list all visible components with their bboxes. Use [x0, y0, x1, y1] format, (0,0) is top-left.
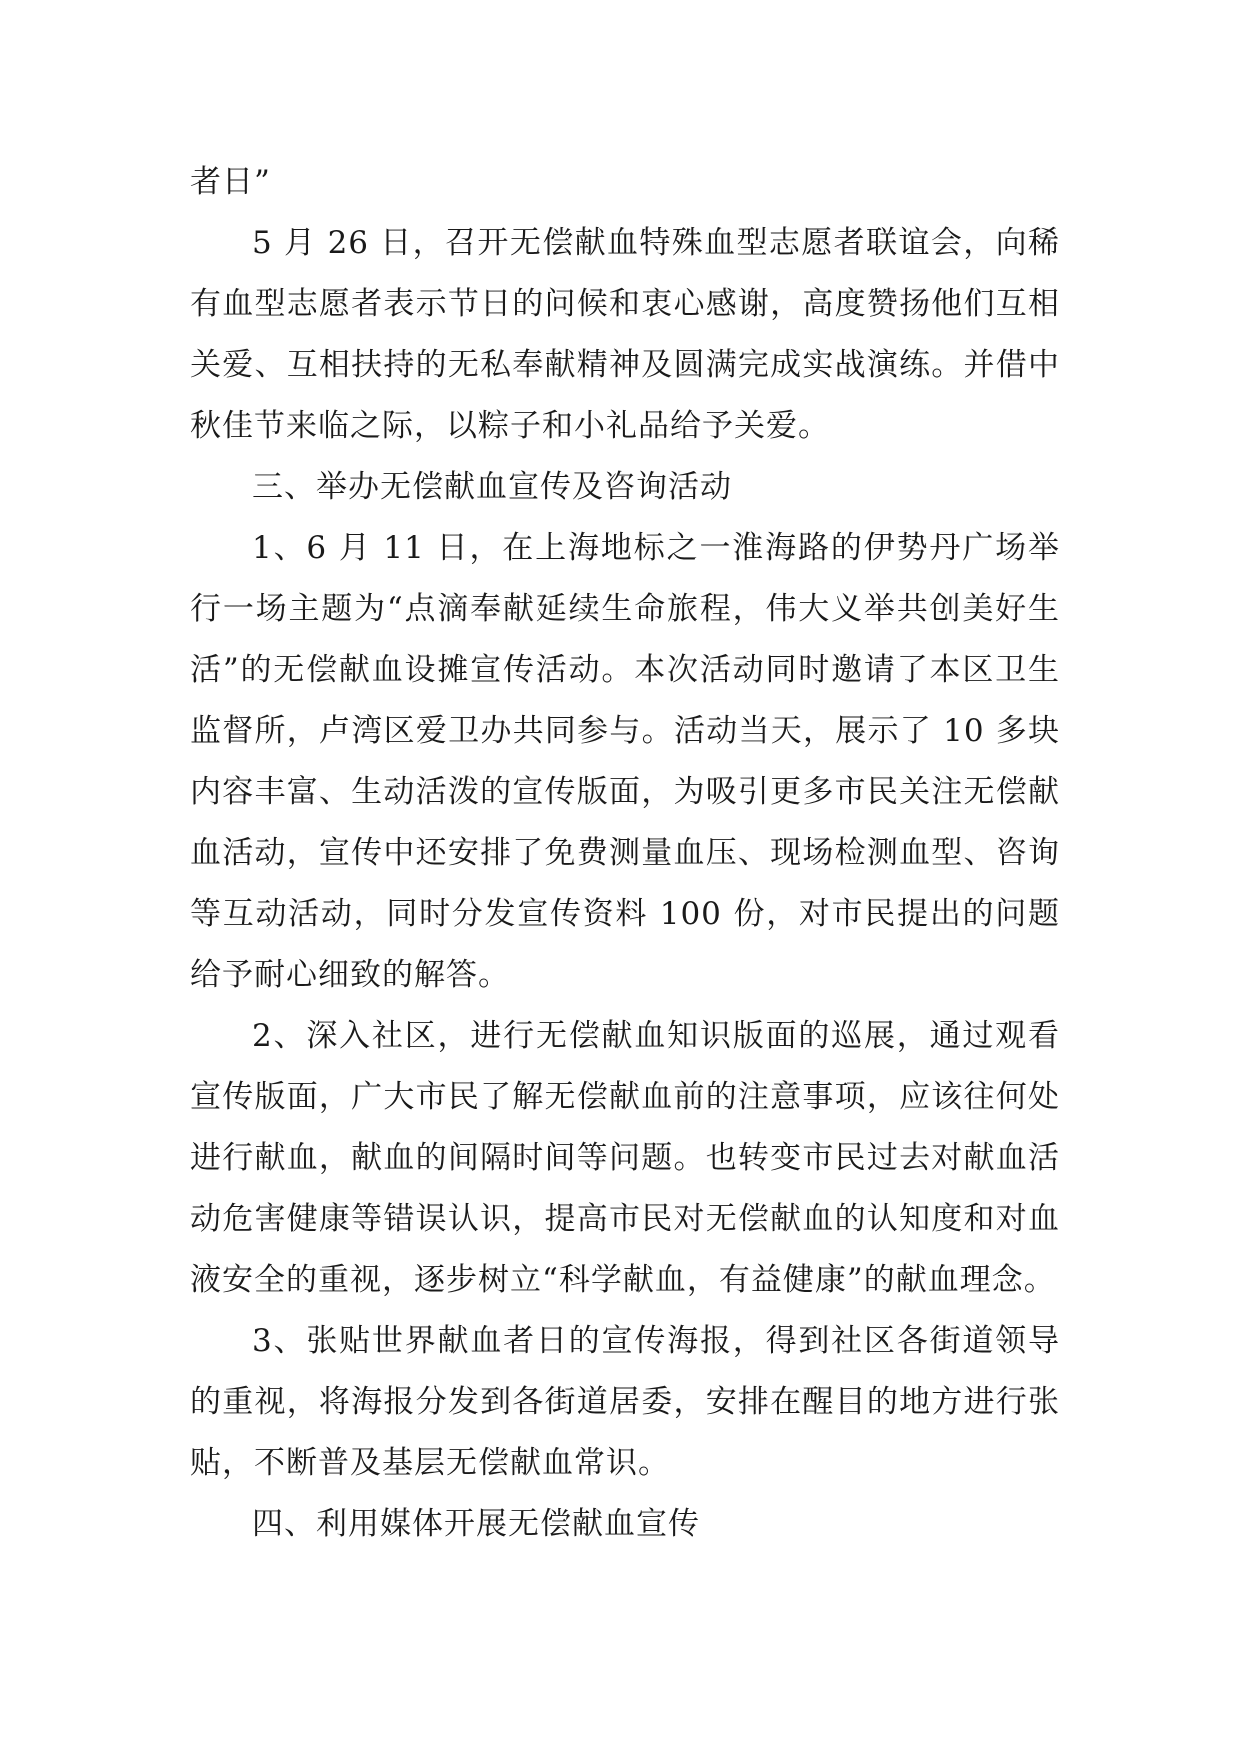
paragraph-continuation: 者日”: [190, 164, 271, 200]
section-heading-3: 三、举办无偿献血宣传及咨询活动: [252, 469, 732, 505]
section-heading-4: 四、利用媒体开展无偿献血宣传: [252, 1506, 700, 1542]
paragraph-item-2: 2、深入社区，进行无偿献血知识版面的巡展，通过观看宣传版面，广大市民了解无偿献血前的注意事项，应该往何处进行献血，献血的间隔时间等问题。也转变市民过去对献血活动危害健康等错误认识，提高市民对无偿献血的认知度和对血液安全的重视，逐步树立“科学献血，有益健康”的献血理念。: [190, 1018, 1060, 1298]
paragraph-item-3: 3、张贴世界献血者日的宣传海报，得到社区各街道领导的重视，将海报分发到各街道居委，安排在醒目的地方进行张贴，不断普及基层无偿献血常识。: [190, 1323, 1060, 1481]
paragraph-volunteer-meeting: 5 月 26 日，召开无偿献血特殊血型志愿者联谊会，向稀有血型志愿者表示节日的问候和衷心感谢，高度赞扬他们互相关爱、互相扶持的无私奉献精神及圆满完成实战演练。并借中秋佳节来临之际，以粽子和小礼品给予关爱。: [190, 225, 1060, 444]
document-page: [190, 152, 1060, 1555]
paragraph-item-1: 1、6 月 11 日，在上海地标之一淮海路的伊势丹广场举行一场主题为“点滴奉献延续生命旅程，伟大义举共创美好生活”的无偿献血设摊宣传活动。本次活动同时邀请了本区卫生监督所，卢湾区爱卫办共同参与。活动当天，展示了 10 多块内容丰富、生动活泼的宣传版面，为吸引更多市民关注无偿献血活动，宣传中还安排了免费测量血压、现场检测血型、咨询等互动活动，同时分发宣传资料 100 份，对市民提出的问题给予耐心细致的解答。: [190, 530, 1060, 993]
